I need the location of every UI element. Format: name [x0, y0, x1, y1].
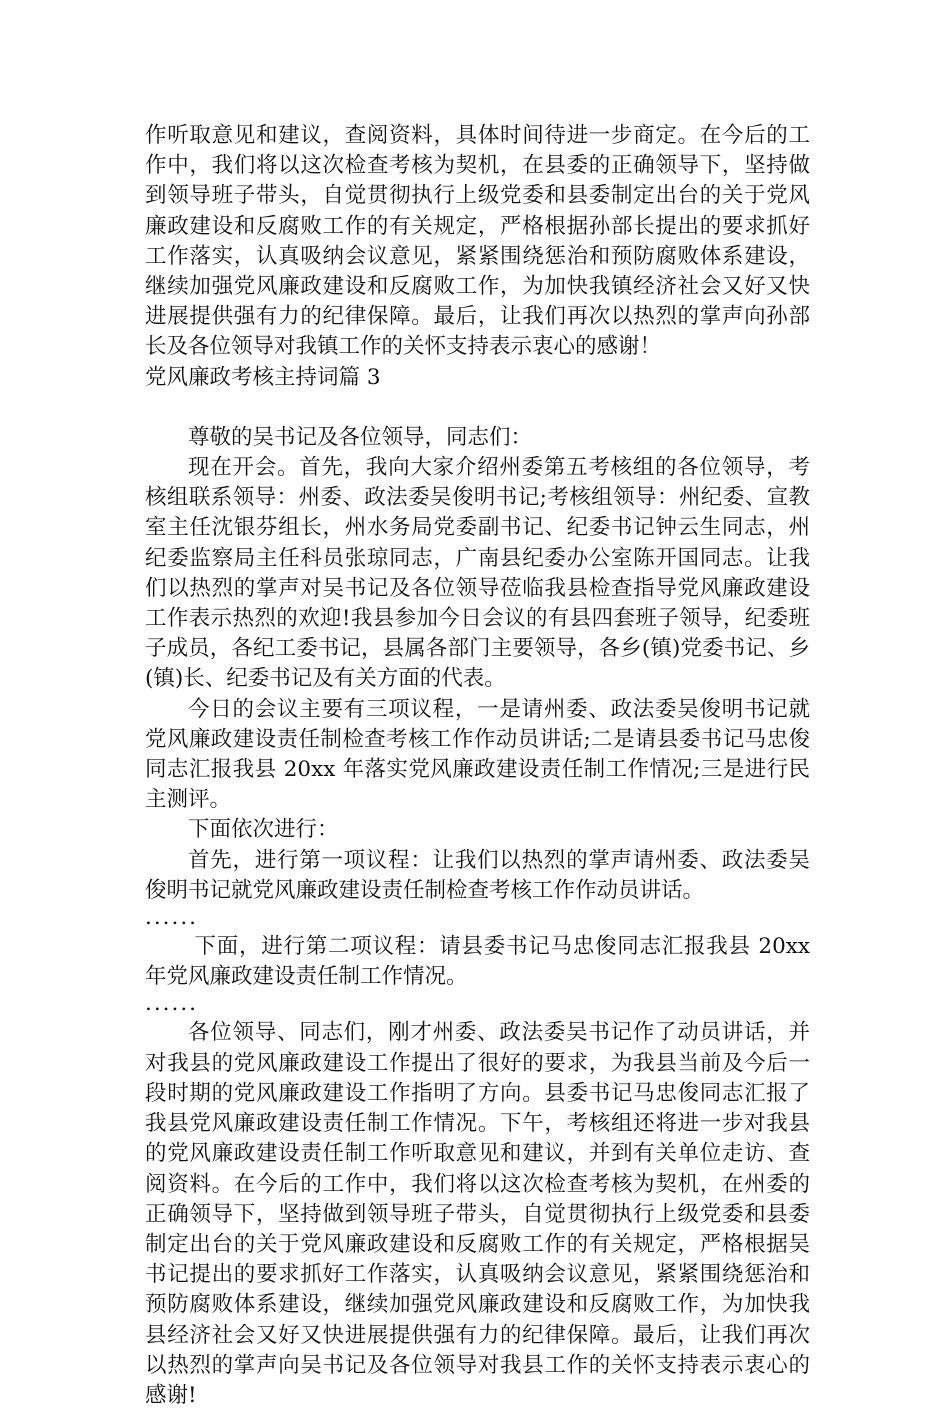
paragraph-agenda: 今日的会议主要有三项议程，一是请州委、政法委吴俊明书记就党风廉政建设责任制检查考核工作作动员讲话;二是请县委书记马忠俊同志汇报我县 20xx 年落实党风廉政建设责任制工作情况;三是进行民主测评。 [145, 696, 810, 813]
greeting-line: 尊敬的吴书记及各位领导，同志们： [188, 424, 533, 450]
document-body [145, 121, 810, 1411]
paragraph-first-item: 首先，进行第一项议程：让我们以热烈的掌声请州委、政法委吴俊明书记就党风廉政建设责任制检查考核工作作动员讲话。 [145, 847, 810, 903]
ellipsis-line: ...... [145, 905, 199, 931]
paragraph-order: 下面依次进行： [188, 817, 339, 843]
paragraph-second-item: 下面，进行第二项议程：请县委书记马忠俊同志汇报我县 20xx 年党风廉政建设责任制工作情况。 [145, 934, 810, 990]
paragraph-continuation: 作听取意见和建议，查阅资料，具体时间待进一步商定。在今后的工作中，我们将以这次检查考核为契机，在县委的正确领导下，坚持做到领导班子带头，自觉贯彻执行上级党委和县委制定出台的关于党风廉政建设和反腐败工作的有关规定，严格根据孙部长提出的要求抓好工作落实，认真吸纳会议意见，紧紧围绕惩治和预防腐败体系建设，继续加强党风廉政建设和反腐败工作，为加快我镇经济社会又好又快进展提供强有力的纪律保障。最后，让我们再次以热烈的掌声向孙部长及各位领导对我镇工作的关怀支持表示衷心的感谢！ [145, 123, 810, 360]
blank-line [145, 393, 810, 423]
ellipsis-line: ...... [145, 991, 199, 1017]
paragraph-intro: 现在开会。首先，我向大家介绍州委第五考核组的各位领导，考核组联系领导：州委、政法委吴俊明书记;考核组领导：州纪委、宣教室主任沈银芬组长，州水务局党委副书记、纪委书记钟云生同志，州纪委监察局主任科员张琼同志，广南县纪委办公室陈开国同志。让我们以热烈的掌声对吴书记及各位领导莅临我县检查指导党风廉政建设工作表示热烈的欢迎!我县参加今日会议的有县四套班子领导，纪委班子成员，各纪工委书记，县属各部门主要领导，各乡(镇)党委书记、乡(镇)长、纪委书记及有关方面的代表。 [145, 455, 810, 692]
section-heading: 党风廉政考核主持词篇 3 [145, 364, 381, 390]
paragraph-closing: 各位领导、同志们，刚才州委、政法委吴书记作了动员讲话，并对我县的党风廉政建设工作提出了很好的要求，为我县当前及今后一段时期的党风廉政建设工作指明了方向。县委书记马忠俊同志汇报了我县党风廉政建设责任制工作情况。下午，考核组还将进一步对我县的党风廉政建设责任制工作听取意见和建议，并到有关单位走访、查阅资料。在今后的工作中，我们将以这次检查考核为契机，在州委的正确领导下，坚持做到领导班子带头，自觉贯彻执行上级党委和县委制定出台的关于党风廉政建设和反腐败工作的有关规定，严格根据吴书记提出的要求抓好工作落实，认真吸纳会议意见，紧紧围绕惩治和预防腐败体系建设，继续加强党风廉政建设和反腐败工作，为加快我县经济社会又好又快进展提供强有力的纪律保障。最后，让我们再次以热烈的掌声向吴书记及各位领导对我县工作的关怀支持表示衷心的感谢! [145, 1020, 810, 1408]
